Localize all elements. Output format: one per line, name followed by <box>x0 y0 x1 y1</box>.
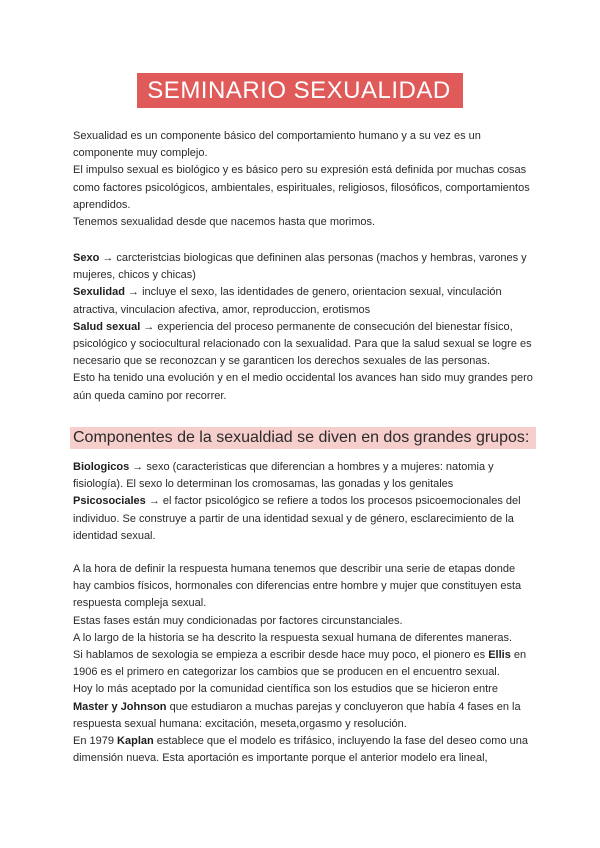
page-title: SEMINARIO SEXUALIDAD <box>137 73 462 108</box>
components-block <box>73 459 533 545</box>
intro-paragraph-3: Tenemos sexualidad desde que nacemos hasta que morimos. <box>73 216 376 229</box>
response-paragraph-6-a: En 1979 <box>73 735 118 748</box>
term-biologicos: Biologicos <box>73 461 130 473</box>
component-psicosociales-text: → el factor psicológico se refiere a todos los procesos psicoemocionales del individuo. Se construye a partir de una identidad sexual y de género, esclarecimiento de la identidad sexual. <box>73 495 521 542</box>
title-wrapper <box>0 73 600 108</box>
component-biologicos <box>73 459 533 493</box>
response-paragraph-2: Estas fases están muy condicionadas por factores circunstanciales. <box>73 614 403 627</box>
definition-salud-sexual-text: → experiencia del proceso permanente de consecución del bienestar físico, psicológico y sociocultural relacionado con la sexualidad. Para que la salud sexual se logre es necesario que se reconozcan y se garanticen los derechos sexuales de las personas. <box>73 320 532 368</box>
component-biologicos-text: → sexo (caracteristicas que diferencian a hombres y a mujeres: natomia y fisiología). El sexo lo determinan los cromosamas, las gonadas y los genitales <box>73 461 494 491</box>
response-paragraph-6 <box>73 733 533 767</box>
response-block <box>73 561 533 767</box>
term-sexo: Sexo <box>73 252 100 264</box>
response-paragraph-5-a: Hoy lo más aceptado por la comunidad científica son los estudios que se hicieron entre <box>73 683 498 696</box>
definition-sexulidad <box>73 284 533 318</box>
response-paragraph-1: A la hora de definir la respuesta humana tenemos que describir una serie de etapas donde hay cambios físicos, hormonales con diferencias entre hombre y mujer que constituyen esta respuesta compleja sexual. <box>73 563 522 610</box>
response-paragraph-4-a: Si hablamos de sexologia se empieza a escribir desde hace muy poco, el pionero es <box>73 649 489 662</box>
response-paragraph-5 <box>73 681 533 733</box>
intro-block <box>73 128 533 231</box>
intro-paragraph-2: El impulso sexual es biológico y es básico pero su expresión está definida por muchas cosas como factores psicológicos, ambientales, espirituales, religiosos, filosóficos, comportamientos aprendidos. <box>73 164 530 211</box>
name-master-johnson: Master y Johnson <box>73 700 167 713</box>
definition-sexo-text: → carcteristcias biologicas que defininen alas personas (machos y hembras, varones y mujeres, chicos y chicas) <box>73 252 527 282</box>
section-heading: Componentes de la sexualdiad se diven en dos grandes grupos: <box>70 427 536 449</box>
response-paragraph-6-b: establece que el modelo es trifásico, incluyendo la fase del deseo como una dimensión nueva. Esta aportación es importante porque el anterior modelo era lineal, <box>73 735 528 765</box>
definition-sexulidad-text: → incluye el sexo, las identidades de genero, orientacion sexual, vinculación atractiva, vinculacion afectiva, amor, reproduccion, erotismos <box>73 286 502 316</box>
response-paragraph-4 <box>73 647 533 681</box>
response-paragraph-3: A lo largo de la historia se ha descrito la respuesta sexual humana de diferentes maneras. <box>73 631 513 644</box>
definition-salud-sexual <box>73 319 533 371</box>
name-kaplan: Kaplan <box>117 735 154 748</box>
evolution-paragraph: Esto ha tenido una evolución y en el medio occidental los avances han sido muy grandes pero aún queda camino por recorrer. <box>73 372 533 402</box>
response-paragraph-5-b: que estudiaron a muchas parejas y concluyeron que había 4 fases en la respuesta sexual humana: excitación, meseta,orgasmo y resolución. <box>73 700 521 730</box>
definition-sexo <box>73 250 533 284</box>
term-sexulidad: Sexulidad <box>73 286 125 299</box>
term-psicosociales: Psicosociales <box>73 495 146 508</box>
intro-paragraph-1: Sexualidad es un componente básico del comportamiento humano y a su vez es un componente muy complejo. <box>73 130 481 160</box>
component-psicosociales <box>73 493 533 545</box>
response-paragraph-4-b: en 1906 es el primero en categorizar los cambios que se producen en el encuentro sexual. <box>73 649 527 679</box>
name-ellis: Ellis <box>488 649 511 662</box>
definitions-block <box>73 250 533 405</box>
term-salud-sexual: Salud sexual <box>73 320 141 333</box>
